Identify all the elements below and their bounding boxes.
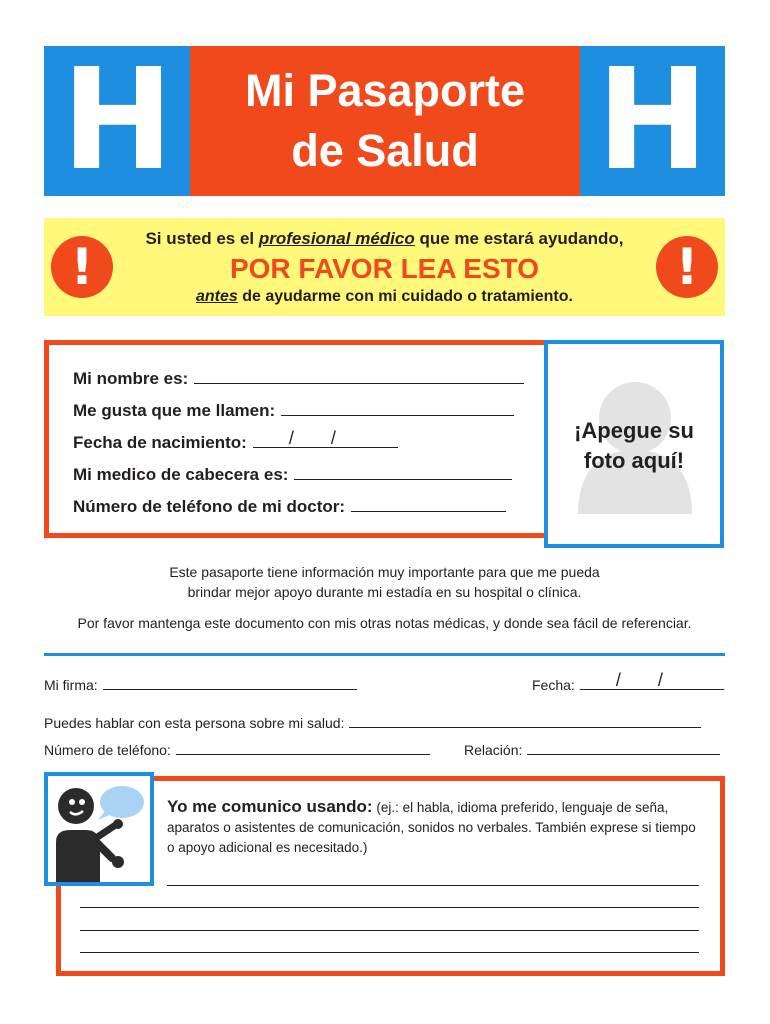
info-paragraph-2: Por favor mantenga este documento con mis otras notas médicas, y donde sea fácil de referenciar. — [77, 615, 692, 631]
signature-row — [44, 677, 357, 693]
dob-label: Fecha de nacimiento: — [73, 433, 247, 452]
nickname-label: Me gusta que me llamen: — [73, 401, 276, 420]
banner-line3-emph: antes — [196, 288, 238, 305]
communication-line-4[interactable] — [80, 952, 699, 953]
date-field[interactable] — [580, 670, 724, 690]
dob-sep-2: / — [330, 428, 336, 448]
name-row — [73, 369, 524, 389]
doctor-phone-field[interactable] — [351, 498, 506, 512]
alert-banner — [44, 218, 725, 316]
banner-line-1 — [44, 229, 725, 249]
paragraph1-line2: brindar mejor apoyo durante mi estadía en su hospital o clínica. — [187, 584, 582, 600]
phone-row — [44, 742, 430, 758]
h-letter-right: H — [596, 39, 709, 202]
dob-field[interactable] — [253, 428, 398, 448]
doctor-label: Mi medico de cabecera es: — [73, 465, 289, 484]
signature-label: Mi firma: — [44, 677, 98, 693]
communication-line-2[interactable] — [80, 907, 699, 908]
contact-row — [44, 715, 701, 731]
dob-row — [73, 428, 398, 453]
banner-line-3 — [44, 288, 725, 306]
banner-line1-post: que me estará ayudando, — [414, 229, 624, 248]
section-divider — [44, 653, 725, 656]
photo-placeholder[interactable] — [544, 340, 724, 548]
photo-instructions — [548, 416, 720, 476]
title-line-2: de Salud — [291, 125, 479, 176]
banner-heading: POR FAVOR LEA ESTO — [229, 253, 540, 284]
communication-prompt — [167, 797, 707, 858]
doctor-field[interactable] — [294, 466, 512, 480]
relation-row — [464, 742, 720, 758]
hospital-h-icon-right — [580, 39, 725, 202]
contact-field[interactable] — [349, 716, 701, 728]
nickname-field[interactable] — [281, 402, 514, 416]
date-label: Fecha: — [532, 677, 575, 693]
doctor-row — [73, 465, 512, 485]
communication-description: (ej.: el habla, idioma preferido, lenguaje de seña, aparatos o asistentes de comunicación, sonidos no verbales. También exprese si tiempo o apoyo adicional es necesitado.) — [167, 800, 696, 855]
communication-line-3[interactable] — [80, 930, 699, 931]
hospital-h-icon-left — [44, 39, 192, 202]
name-field[interactable] — [194, 370, 524, 384]
relation-label: Relación: — [464, 742, 523, 758]
exclamation-icon-right: ! — [656, 236, 718, 298]
photo-line-2: foto aquí! — [583, 448, 685, 473]
title-line-1: Mi Pasaporte — [244, 65, 526, 116]
relation-field[interactable] — [527, 743, 720, 755]
banner-line1-pre: Si usted es el — [145, 229, 259, 248]
signature-field[interactable] — [103, 678, 357, 690]
info-paragraph-1 — [44, 562, 725, 602]
photo-line-1: ¡Apegue su — [574, 418, 694, 443]
speaking-person-icon — [48, 776, 150, 882]
communication-title: Yo me comunico usando: — [167, 797, 373, 816]
phone-label: Número de teléfono: — [44, 742, 171, 758]
communication-icon — [44, 772, 154, 886]
communication-line-1[interactable] — [167, 885, 699, 886]
exclamation-icon-left: ! — [51, 236, 113, 298]
page-title — [190, 46, 580, 196]
doctor-phone-label: Número de teléfono de mi doctor: — [73, 497, 346, 516]
paragraph1-line1: Este pasaporte tiene información muy importante para que me pueda — [169, 564, 600, 580]
phone-field[interactable] — [176, 743, 430, 755]
date-sep-2: / — [657, 670, 663, 690]
nickname-row — [73, 401, 514, 421]
date-sep-1: / — [615, 670, 621, 690]
date-row — [532, 670, 724, 693]
contact-label: Puedes hablar con esta persona sobre mi salud: — [44, 715, 345, 731]
dob-sep-1: / — [288, 428, 294, 448]
name-label: Mi nombre es: — [73, 369, 189, 388]
banner-line1-emph: profesional médico — [258, 229, 415, 248]
doctor-phone-row — [73, 497, 506, 517]
personal-info-box — [44, 340, 554, 538]
banner-line3-post: de ayudarme con mi cuidado o tratamiento. — [237, 288, 573, 305]
h-letter-left: H — [62, 39, 174, 202]
